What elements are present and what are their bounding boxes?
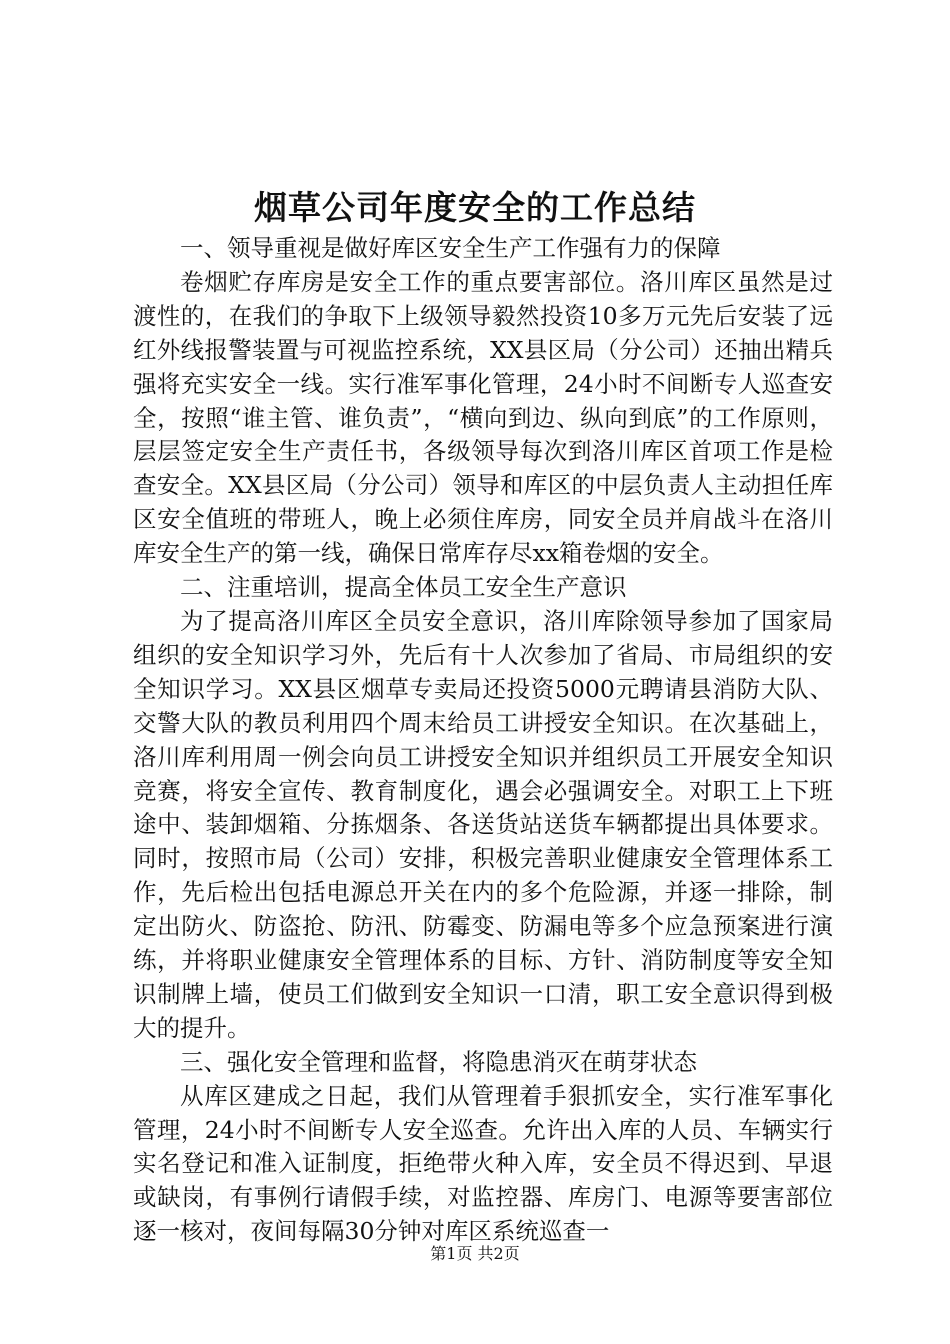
- paragraph-3: 从库区建成之日起，我们从管理着手狠抓安全，实行准军事化管理，24小时不间断专人安全巡查。允许出入库的人员、车辆实行实名登记和准入证制度，拒绝带火种入库，安全员不得迟到、早退或缺岗，有事例行请假手续，对监控器、库房门、电源等要害部位逐一核对，夜间每隔30分钟对库区系统巡查一: [133, 1081, 833, 1246]
- page-title: 烟草公司年度安全的工作总结: [254, 188, 696, 227]
- paragraph-1: 卷烟贮存库房是安全工作的重点要害部位。洛川库区虽然是过渡性的，在我们的争取下上级领导毅然投资10多万元先后安装了远红外线报警装置与可视监控系统，XX县区局（分公司）还抽出精兵强将充实安全一线。实行准军事化管理，24小时不间断专人巡查安全，按照“谁主管、谁负责”，“横向到边、纵向到底”的工作原则，层层签定安全生产责任书，各级领导每次到洛川库区首项工作是检查安全。XX县区局（分公司）领导和库区的中层负责人主动担任库区安全值班的带班人，晚上必须住库房，同安全员并肩战斗在洛川库安全生产的第一线，确保日常库存尽xx箱卷烟的安全。: [133, 267, 833, 568]
- page-footer: 第1页 共2页: [430, 1244, 520, 1263]
- document-body: [133, 232, 833, 1249]
- section-heading-2: 二、注重培训，提高全体员工安全生产意识: [180, 573, 627, 602]
- section-heading-1: 一、领导重视是做好库区安全生产工作强有力的保障: [180, 234, 721, 262]
- paragraph-2: 为了提高洛川库区全员安全意识，洛川库除领导参加了国家局组织的安全知识学习外，先后有十人次参加了省局、市局组织的安全知识学习。XX县区烟草专卖局还投资5000元聘请县消防大队、交警大队的教员利用四个周末给员工讲授安全知识。在次基础上，洛川库利用周一例会向员工讲授安全知识并组织员工开展安全知识竞赛，将安全宣传、教育制度化，遇会必强调安全。对职工上下班途中、装卸烟箱、分拣烟条、各送货站送货车辆都提出具体要求。同时，按照市局（公司）安排，积极完善职业健康安全管理体系工作，先后检出包括电源总开关在内的多个危险源，并逐一排除，制定出防火、防盗抢、防汛、防霉变、防漏电等多个应急预案进行演练，并将职业健康安全管理体系的目标、方针、消防制度等安全知识制牌上墙，使员工们做到安全知识一口清，职工安全意识得到极大的提升。: [133, 606, 833, 1042]
- section-heading-3: 三、强化安全管理和监督，将隐患消灭在萌芽状态: [180, 1047, 697, 1076]
